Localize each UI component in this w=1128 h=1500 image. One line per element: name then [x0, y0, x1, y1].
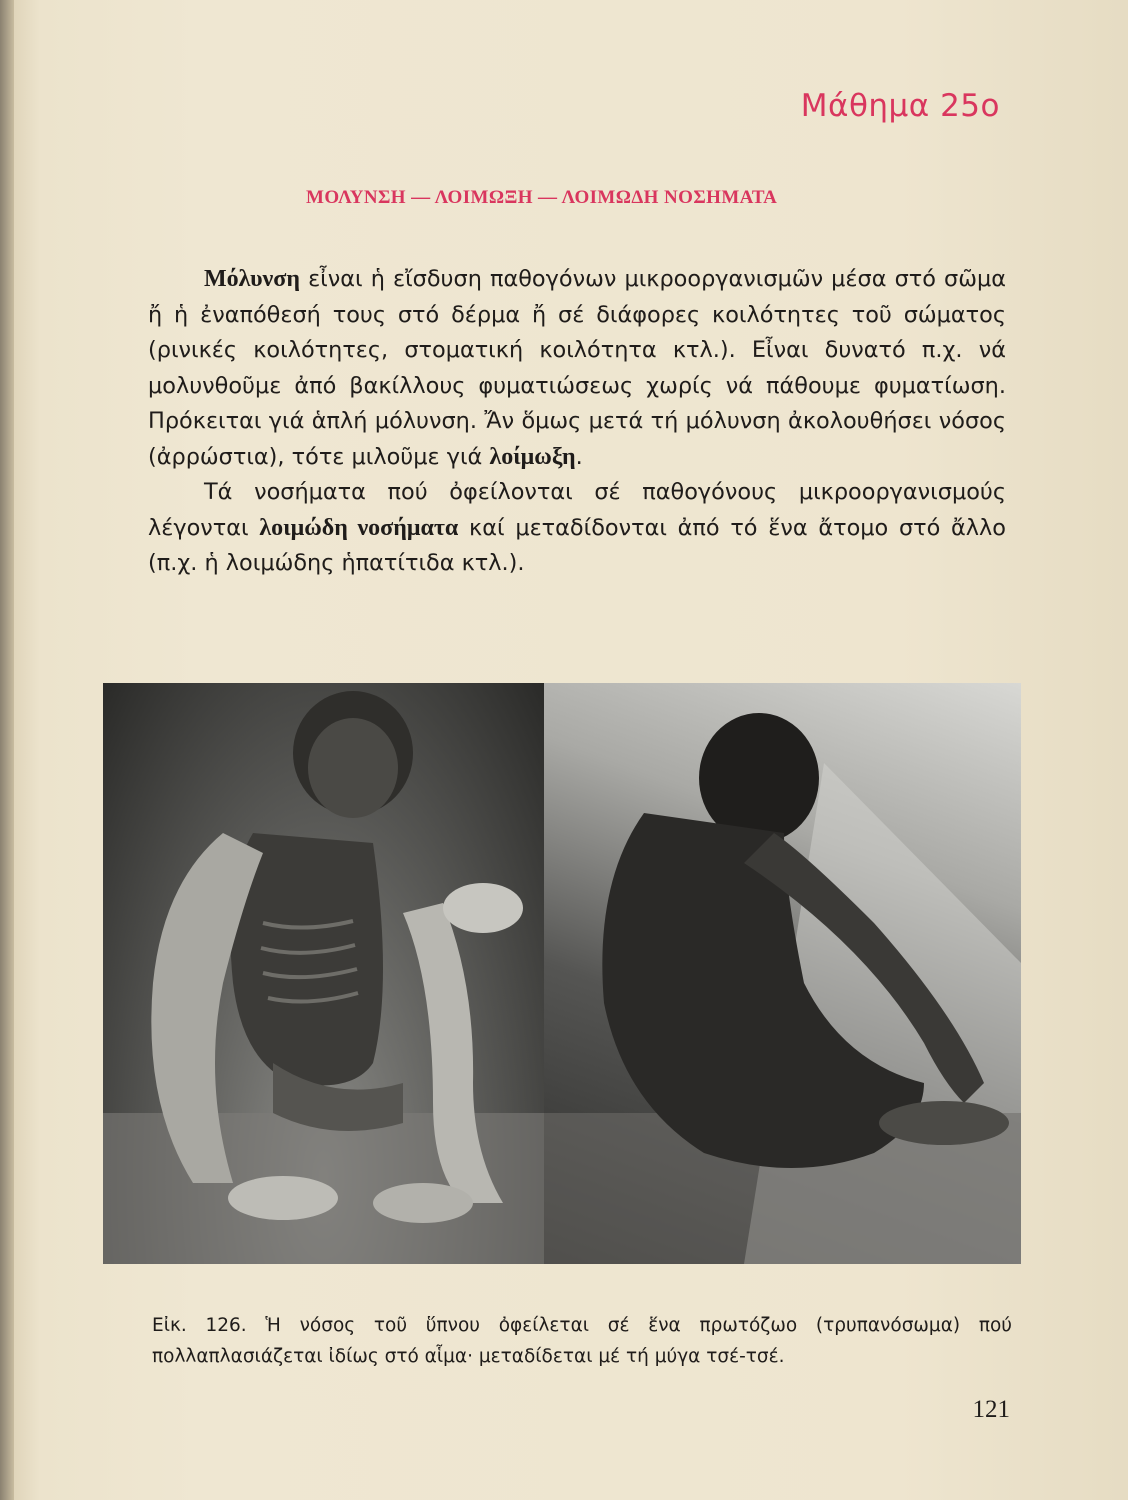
term-loimodi-nosimata: λοιμώδη νοσήματα [259, 514, 459, 541]
paragraph-2-start: Τά νοσήματα πού ὀφείλονται σέ παθογόνους μικροοργανισμούς λέγονται [148, 479, 1006, 541]
paragraph-1-text: εἶναι ἡ εἴσδυση παθογόνων μικροοργανισμῶν μέσα στό σῶμα ἤ ἡ ἐναπόθεσή τους στό δέρμα ἤ σέ διάφορες κοιλότητες τοῦ σώματος (ρινικές κοιλότητες, στοματική κοιλότητα κτλ.). Εἶναι δυνατό π.χ. νά μολυνθοῦμε ἀπό βακίλλους φυματιώσεως χωρίς νά πάθουμε φυματίωση. Πρόκειται γιά ἁπλή μόλυνση. Ἄν ὅμως μετά τή μόλυνση ἀκολουθήσει νόσος (ἀρρώστια), τότε μιλοῦμε γιά [148, 266, 1006, 470]
photo-leaning-sleeping-person [544, 683, 1021, 1264]
body-text [148, 262, 1006, 582]
book-spine [0, 0, 14, 1500]
photo-seated-emaciated-person [103, 683, 544, 1264]
figure-caption: Εἰκ. 126. Ἡ νόσος τοῦ ὕπνου ὀφείλεται σέ ἕνα πρωτόζωο (τρυπανόσωμα) πού πολλαπλασιάζεται ἰδίως στό αἷμα· μεταδίδεται μέ τή μύγα τσέ-τσέ. [152, 1315, 1012, 1367]
paragraph-1-end: . [575, 443, 583, 470]
figure-126 [103, 683, 1021, 1264]
paragraph-2 [148, 475, 1006, 582]
paragraph-2-end: καί μεταδίδονται ἀπό τό ἕνα ἄτομο στό ἄλλο (π.χ. ἡ λοιμώδης ἡπατίτιδα κτλ.). [148, 514, 1007, 576]
lesson-number: Μάθημα 25ο [800, 88, 1000, 124]
term-loimoxi: λοίμωξη [489, 443, 576, 470]
chapter-title: ΜΟΛΥΝΣΗ — ΛΟΙΜΩΞΗ — ΛΟΙΜΩΔΗ ΝΟΣΗΜΑΤΑ [306, 187, 778, 208]
term-molynsi: Μόλυνση [204, 266, 300, 292]
page-number: 121 [972, 1396, 1010, 1423]
paragraph-1 [148, 262, 1006, 475]
